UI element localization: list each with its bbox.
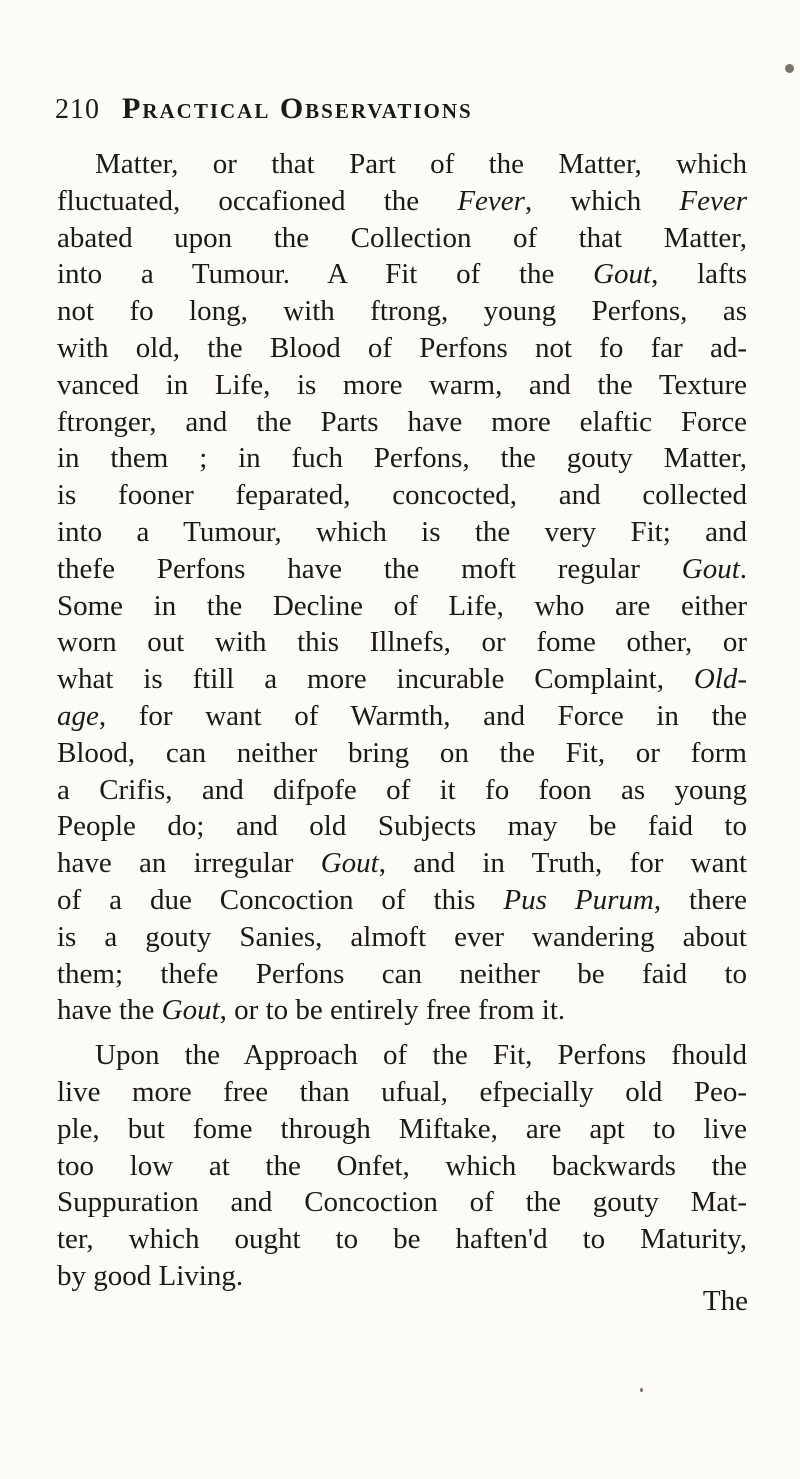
text-line: thefe Perfons have the moft regular Gout.: [57, 552, 747, 585]
text-line: Suppuration and Concoction of the gouty Mat-: [57, 1186, 747, 1219]
running-head: [55, 92, 755, 128]
text-line: ter, which ought to be haften'd to Maturity,: [57, 1223, 747, 1256]
text-line: live more free than ufual, efpecially old Peo-: [57, 1075, 747, 1108]
paper-speck: [640, 1388, 643, 1392]
body-text: [57, 146, 747, 1295]
paper-speck: [785, 64, 794, 73]
text-line: ftronger, and the Parts have more elaftic Force: [57, 405, 747, 438]
text-line: Matter, or that Part of the Matter, which: [95, 148, 747, 180]
text-line: what is ftill a more incurable Complaint, Old-: [57, 663, 747, 696]
text-line: vanced in Life, is more warm, and the Texture: [57, 368, 747, 401]
text-line: a Crifis, and difpofe of it fo foon as young: [57, 773, 747, 806]
text-line: is a gouty Sanies, almoft ever wandering about: [57, 920, 747, 953]
text-line: have an irregular Gout, and in Truth, for want: [57, 847, 747, 880]
text-line: fluctuated, occafioned the Fever, which Fever: [57, 184, 748, 217]
text-line: age, for want of Warmth, and Force in the: [57, 699, 747, 732]
running-title: Practical Observations: [122, 92, 473, 125]
text-line: Some in the Decline of Life, who are either: [57, 589, 747, 622]
text-line: Blood, can neither bring on the Fit, or form: [57, 736, 747, 769]
text-line: with old, the Blood of Perfons not fo far ad-: [57, 331, 747, 364]
paragraph-1: [57, 146, 747, 1029]
text-line: in them ; in fuch Perfons, the gouty Matter,: [57, 442, 747, 475]
text-line: not fo long, with ftrong, young Perfons, as: [57, 295, 747, 328]
paragraph-2: [57, 1037, 747, 1295]
text-line: into a Tumour. A Fit of the Gout, lafts: [57, 258, 748, 291]
text-line: Upon the Approach of the Fit, Perfons fhould: [95, 1039, 747, 1072]
catchword: The: [702, 1285, 748, 1317]
text-line: ple, but fome through Miftake, are apt to live: [57, 1112, 747, 1145]
text-line: them; thefe Perfons can neither be faid to: [57, 957, 747, 990]
text-line: abated upon the Collection of that Matter,: [57, 221, 747, 254]
text-line: into a Tumour, which is the very Fit; and: [57, 515, 747, 548]
text-line: of a due Concoction of this Pus Purum, there: [57, 883, 747, 916]
text-line: by good Living.: [57, 1259, 244, 1292]
text-line: have the Gout, or to be entirely free from it.: [57, 994, 566, 1027]
text-line: too low at the Onfet, which backwards the: [57, 1149, 747, 1182]
text-line: People do; and old Subjects may be faid to: [57, 810, 747, 843]
text-line: worn out with this Illnefs, or fome other, or: [57, 626, 747, 659]
text-line: is fooner feparated, concocted, and collected: [57, 479, 747, 512]
page-number: 210: [55, 94, 100, 125]
